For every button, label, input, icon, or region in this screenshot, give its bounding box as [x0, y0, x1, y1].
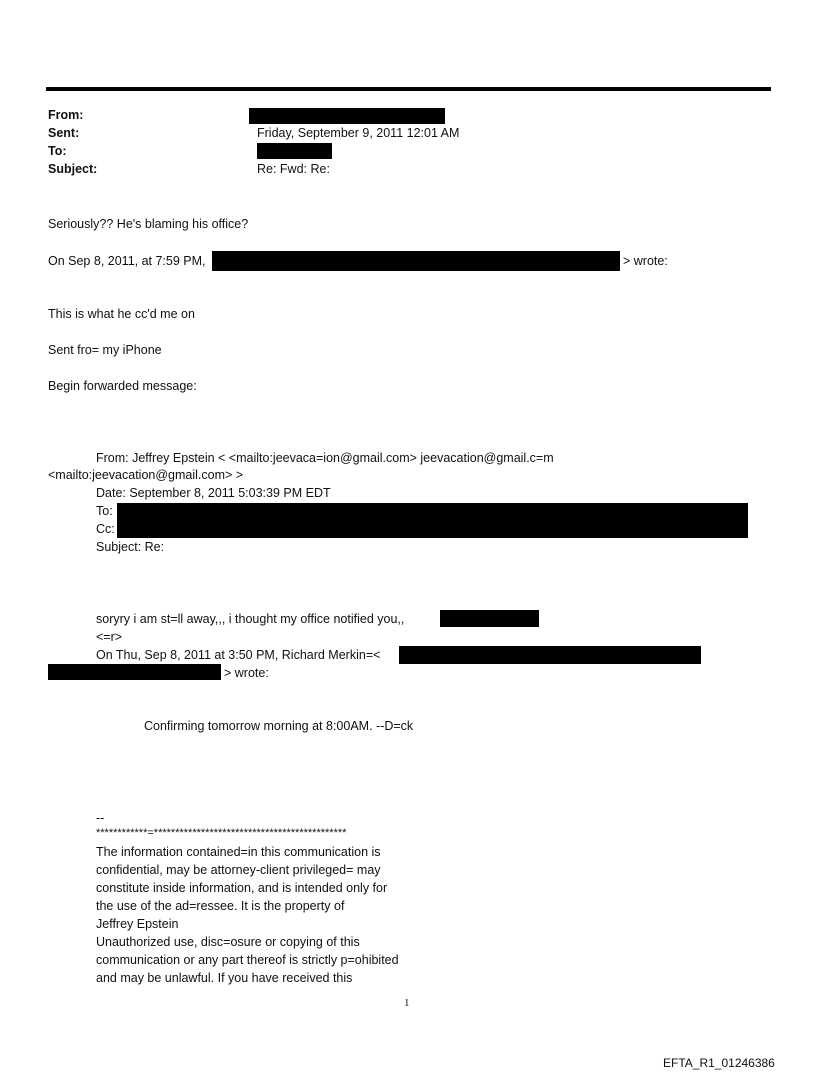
- fwd-from-line: From: Jeffrey Epstein < <mailto:jeevaca=ion@gmail.com> jeevacation@gmail.c=m: [96, 451, 554, 465]
- to-label: To:: [48, 144, 67, 158]
- disclaimer-line-3: constitute inside information, and is intended only for: [96, 881, 388, 895]
- disclaimer-line-4: the use of the ad=ressee. It is the property of: [96, 899, 345, 913]
- redacted-merkin-email-2: [48, 664, 221, 680]
- fwd-msg-2: <=r>: [96, 630, 123, 644]
- body-line-2: This is what he cc'd me on: [48, 307, 195, 321]
- disclaimer-stars: ************=*********************************************: [96, 827, 347, 839]
- redacted-merkin-email: [399, 646, 701, 664]
- disclaimer-line-2: confidential, may be attorney-client privileged= may: [96, 863, 381, 877]
- fwd-msg-3: On Thu, Sep 8, 2011 at 3:50 PM, Richard Merkin=<: [96, 648, 381, 662]
- redacted-sender: [212, 251, 620, 271]
- disclaimer-line-5: Jeffrey Epstein: [96, 917, 179, 931]
- sent-value: Friday, September 9, 2011 12:01 AM: [257, 126, 460, 140]
- fwd-msg-4: > wrote:: [224, 666, 269, 680]
- fwd-subject-line: Subject: Re:: [96, 540, 165, 554]
- fwd-cc-label: Cc:: [96, 522, 115, 536]
- sent-label: Sent:: [48, 126, 80, 140]
- fwd-msg-1: soryry i am st=ll away,,, i thought my office notified you,,: [96, 612, 405, 626]
- document-id: EFTA_R1_01246386: [663, 1056, 775, 1070]
- body-line-3: Sent fro= my iPhone: [48, 343, 162, 357]
- subject-value: Re: Fwd: Re:: [257, 162, 330, 176]
- subject-label: Subject:: [48, 162, 98, 176]
- body-line-1: Seriously?? He's blaming his office?: [48, 217, 249, 231]
- quote-intro-wrote: > wrote:: [623, 254, 668, 268]
- fwd-from-line-2: <mailto:jeevacation@gmail.com> >: [48, 468, 244, 482]
- quote-intro: On Sep 8, 2011, at 7:59 PM,: [48, 254, 206, 268]
- disclaimer-line-1: The information contained=in this communication is: [96, 845, 381, 859]
- redacted-from: [249, 108, 445, 124]
- disclaimer-line-6: Unauthorized use, disc=osure or copying of this: [96, 935, 360, 949]
- header-rule: [46, 87, 771, 91]
- redacted-to-cc: [117, 503, 748, 538]
- body-line-4: Begin forwarded message:: [48, 379, 197, 393]
- redacted-to: [257, 143, 332, 159]
- disclaimer-line-7: communication or any part thereof is strictly p=ohibited: [96, 953, 399, 967]
- confirm-line: Confirming tomorrow morning at 8:00AM. --D=ck: [144, 719, 414, 733]
- disclaimer-dashes: --: [96, 811, 105, 825]
- fwd-to-label: To:: [96, 504, 113, 518]
- fwd-date-line: Date: September 8, 2011 5:03:39 PM EDT: [96, 486, 331, 500]
- disclaimer-line-8: and may be unlawful. If you have received this: [96, 971, 353, 985]
- redacted-name: [440, 610, 539, 627]
- from-label: From:: [48, 108, 84, 122]
- page-number: 1: [404, 997, 410, 1009]
